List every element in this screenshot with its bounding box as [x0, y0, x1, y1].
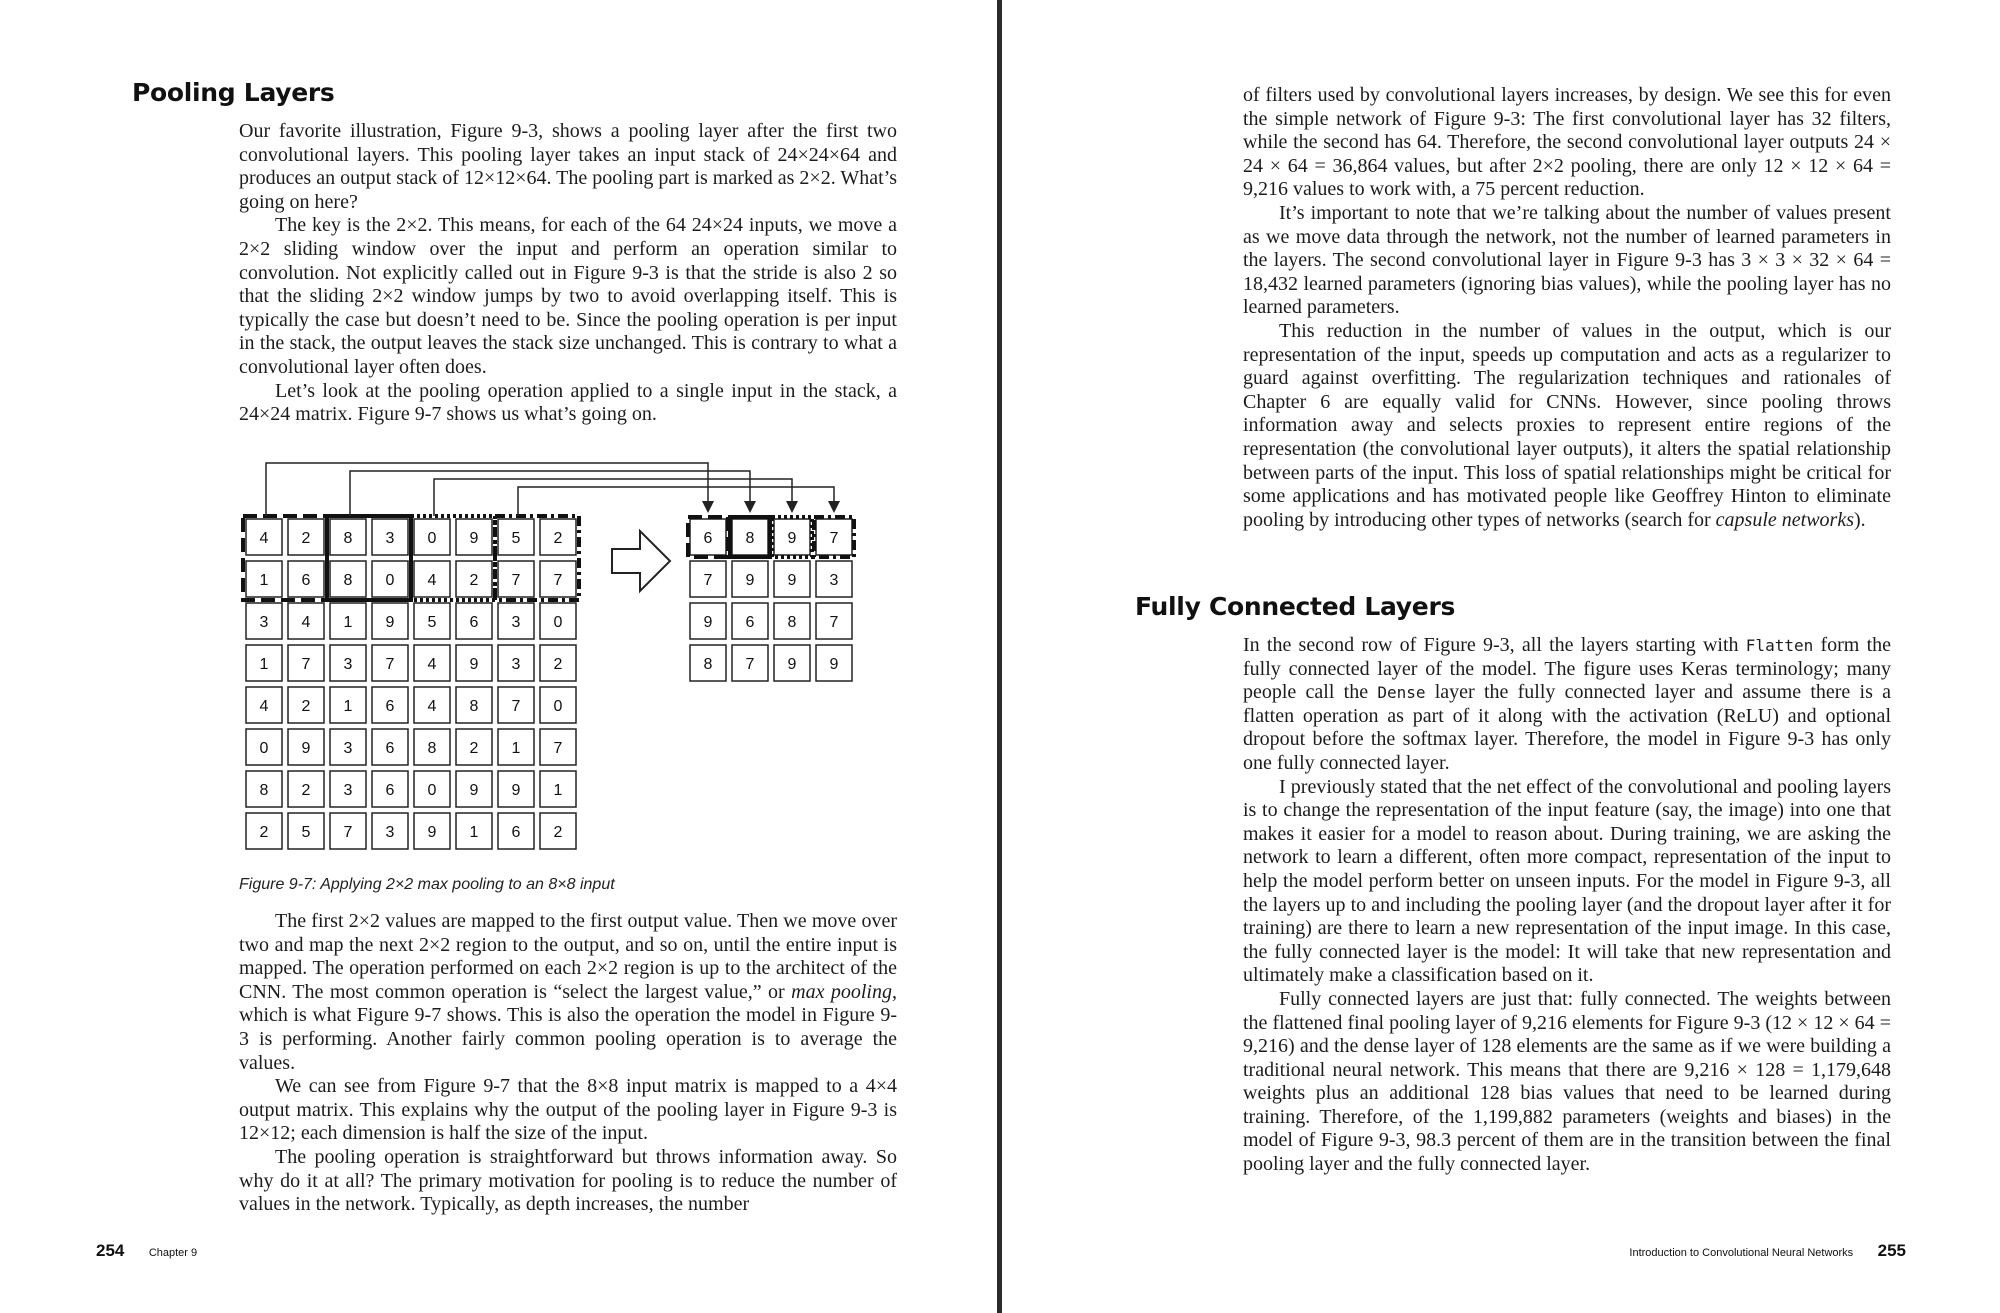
output-cell-value: 7: [829, 530, 839, 547]
pooling-window-solid: [327, 516, 411, 600]
output-cell-value: 9: [787, 530, 797, 547]
arrowhead-icon: [702, 501, 714, 513]
input-cell-value: 7: [553, 740, 563, 757]
input-cell-value: 6: [385, 698, 395, 715]
input-cell-value: 8: [343, 530, 353, 547]
arrowhead-icon: [744, 501, 756, 513]
input-cell-value: 7: [301, 656, 311, 673]
input-cell-value: 3: [511, 656, 521, 673]
input-cell-value: 9: [469, 656, 479, 673]
input-cell-value: 2: [259, 824, 269, 841]
input-cell-value: 0: [553, 698, 563, 715]
input-cell-value: 2: [469, 740, 479, 757]
input-cell-value: 0: [385, 572, 395, 589]
input-cell-value: 3: [385, 530, 395, 547]
input-cell-value: 4: [259, 698, 269, 715]
paragraph: We can see from Figure 9-7 that the 8×8 input matrix is mapped to a 4×4 output matrix. This explains why the output of the pooling layer in Figure 9-3 is 12×12; each dimension is half the size of the input.: [239, 1075, 897, 1145]
input-cell-value: 8: [427, 740, 437, 757]
left-body-bottom: [239, 910, 897, 1217]
output-cell-value: 8: [745, 530, 755, 547]
input-cell-value: 1: [343, 614, 353, 631]
running-head: Chapter 9: [148, 1247, 198, 1259]
output-cell-value: 8: [787, 614, 797, 631]
arrowhead-icon: [786, 501, 798, 513]
output-cell-value: 9: [787, 572, 797, 589]
input-cell-value: 6: [469, 614, 479, 631]
output-cell-value: 8: [703, 656, 713, 673]
input-cell-value: 5: [301, 824, 311, 841]
input-cell-value: 1: [553, 782, 563, 799]
input-cell-value: 4: [259, 530, 269, 547]
output-cell-value: 3: [829, 572, 839, 589]
paragraph: The first 2×2 values are mapped to the first output value. Then we move over two and map the next 2×2 region to the output, and so on, until the entire input is mapped. The operation performed on each 2×2 region is up to the architect of the CNN. The most common operation is “select the largest value,” or max pooling, which is what Figure 9-7 shows. This is also the operation the model in Figure 9-3 is performing. Another fairly common pooling operation is to average the values.: [239, 910, 897, 1074]
input-cell-value: 2: [553, 656, 563, 673]
page-number: 255: [1877, 1241, 1906, 1260]
connector-line: [350, 471, 750, 516]
input-cell-value: 2: [301, 782, 311, 799]
page-number: 254: [96, 1241, 125, 1260]
connector-line: [434, 479, 792, 516]
output-cell-value: 9: [703, 614, 713, 631]
emphasis: max pooling: [791, 980, 892, 1003]
output-cell-value: 7: [829, 614, 839, 631]
pooling-window-dashed: [243, 516, 327, 600]
max-pooling-figure: [240, 455, 880, 865]
pooling-window-dash-dot: [495, 516, 579, 600]
output-cell-value: 9: [787, 656, 797, 673]
input-cell-value: 2: [301, 698, 311, 715]
paragraph: The pooling operation is straightforward but throws information away. So why do it at all? The primary motivation for pooling is to reduce the number of values in the network. Typically, as depth increases, the number: [239, 1145, 897, 1216]
input-cell-value: 0: [427, 782, 437, 799]
input-cell-value: 4: [301, 614, 311, 631]
input-cell-value: 3: [511, 614, 521, 631]
input-cell-value: 1: [259, 656, 269, 673]
right-body-top: [1243, 84, 1891, 532]
running-head: Introduction to Convolutional Neural Networks: [1629, 1247, 1854, 1259]
code-flatten: Flatten: [1745, 636, 1814, 655]
right-arrow-icon: [612, 531, 670, 591]
input-cell-value: 4: [427, 698, 437, 715]
input-cell-value: 0: [553, 614, 563, 631]
input-cell-value: 2: [301, 530, 311, 547]
input-cell-value: 0: [259, 740, 269, 757]
input-cell-value: 2: [469, 572, 479, 589]
paragraph: This reduction in the number of values in the output, which is our representation of the input, speeds up computation and acts as a regularizer to guard against overfitting. The regularization techniques and rationales of Chapter 6 are equally valid for CNNs. However, since pooling throws information away and selects proxies to represent entire regions of the representation (the convolutional layer outputs), it alters the spatial relationship between parts of the input. This loss of spatial relationships might be critical for some applications and has motivated people like Geoffrey Hinton to eliminate pooling by introducing other types of networks (search for capsule networks).: [1243, 319, 1891, 531]
emphasis: capsule networks: [1715, 508, 1854, 531]
input-cell-value: 3: [385, 824, 395, 841]
right-page: [1002, 0, 2000, 1313]
left-folio: [96, 1241, 197, 1261]
input-cell-value: 6: [385, 740, 395, 757]
input-cell-value: 3: [343, 740, 353, 757]
input-cell-value: 1: [511, 740, 521, 757]
input-cell-value: 9: [301, 740, 311, 757]
input-cell-value: 1: [259, 572, 269, 589]
paragraph: Our favorite illustration, Figure 9-3, shows a pooling layer after the first two convolutional layers. This pooling layer takes an input stack of 24×24×64 and produces an output stack of 12×12×64. The pooling part is marked as 2×2. What’s going on here?: [239, 120, 897, 213]
figure-caption: Figure 9-7: Applying 2×2 max pooling to an 8×8 input: [239, 876, 615, 893]
input-cell-value: 7: [343, 824, 353, 841]
input-cell-value: 8: [259, 782, 269, 799]
input-cell-value: 5: [511, 530, 521, 547]
output-cell-value: 6: [745, 614, 755, 631]
input-cell-value: 9: [469, 530, 479, 547]
input-cell-value: 3: [259, 614, 269, 631]
input-cell-value: 6: [301, 572, 311, 589]
input-cell-value: 2: [553, 530, 563, 547]
input-cell-value: 8: [469, 698, 479, 715]
output-cell-value: 9: [829, 656, 839, 673]
input-cell-value: 9: [469, 782, 479, 799]
paragraph: The key is the 2×2. This means, for each of the 64 24×24 inputs, we move a 2×2 sliding window over the input and perform an operation similar to convolution. Not explicitly called out in Figure 9-3 is that the stride is also 2 so that the sliding 2×2 window jumps by two to avoid overlapping itself. This is typically the case but doesn’t need to be. Since the pooling operation is per input in the stack, the output leaves the stack size unchanged. This is contrary to what a convolutional layer often does.: [239, 214, 897, 378]
pooling-window-dotted: [411, 516, 495, 600]
output-cell-value: 7: [703, 572, 713, 589]
input-cell-value: 4: [427, 572, 437, 589]
paragraph: Let’s look at the pooling operation applied to a single input in the stack, a 24×24 matrix. Figure 9-7 shows us what’s going on.: [239, 379, 897, 426]
right-body-bottom: [1243, 634, 1891, 1177]
input-cell-value: 6: [385, 782, 395, 799]
left-body-top: [239, 120, 897, 427]
right-folio: [1629, 1241, 1906, 1261]
input-cell-value: 3: [343, 782, 353, 799]
paragraph: In the second row of Figure 9-3, all the layers starting with Flatten form the fully connected layer of the model. The figure uses Keras terminology; many people call the Dense layer the fully connected layer and assume there is a flatten operation as part of it along with the activation (ReLU) and optional dropout before the softmax layer. Therefore, the model in Figure 9-3 has only one fully connected layer.: [1243, 634, 1892, 774]
section-heading-pooling-layers: Pooling Layers: [132, 78, 335, 107]
input-cell-value: 1: [343, 698, 353, 715]
input-cell-value: 7: [511, 572, 521, 589]
input-cell-value: 9: [511, 782, 521, 799]
input-cell-value: 7: [511, 698, 521, 715]
paragraph: It’s important to note that we’re talking about the number of values present as we move data through the network, not the number of learned parameters in the layers. The second convolutional layer in Figure 9-3 has 3 × 3 × 32 × 64 = 18,432 learned parameters (ignoring bias values), while the pooling layer has no learned parameters.: [1243, 201, 1891, 319]
left-page: [0, 0, 998, 1313]
input-cell-value: 2: [553, 824, 563, 841]
output-cell-value: 7: [745, 656, 755, 673]
input-cell-value: 8: [343, 572, 353, 589]
output-cell-value: 6: [703, 530, 713, 547]
input-cell-value: 5: [427, 614, 437, 631]
section-heading-fully-connected: Fully Connected Layers: [1135, 592, 1456, 621]
input-cell-value: 0: [427, 530, 437, 547]
code-dense: Dense: [1377, 683, 1426, 703]
input-cell-value: 7: [553, 572, 563, 589]
arrowhead-icon: [828, 501, 840, 513]
paragraph: Fully connected layers are just that: fully connected. The weights between the flattened final pooling layer of 9,216 elements for Figure 9-3 (12 × 12 × 64 = 9,216) and the dense layer of 128 elements are the same as if we were building a traditional neural network. This means that there are 9,216 × 128 = 1,179,648 weights plus an additional 128 bias values that need to be learned during training. Therefore, of the 1,199,882 parameters (weights and biases) in the model of Figure 9-3, 98.3 percent of them are in the transition between the final pooling layer and the fully connected layer.: [1243, 987, 1891, 1176]
input-cell-value: 3: [343, 656, 353, 673]
output-cell-value: 9: [745, 572, 755, 589]
input-cell-value: 4: [427, 656, 437, 673]
input-cell-value: 9: [385, 614, 395, 631]
input-cell-value: 1: [469, 824, 479, 841]
input-cell-value: 7: [385, 656, 395, 673]
input-cell-value: 6: [511, 824, 521, 841]
paragraph: of filters used by convolutional layers increases, by design. We see this for even the simple network of Figure 9-3: The first convolutional layer has 32 filters, while the second has 64. Therefore, the second convolutional layer outputs 24 × 24 × 64 = 36,864 values, but after 2×2 pooling, there are only 12 × 12 × 64 = 9,216 values to work with, a 75 percent reduction.: [1243, 84, 1891, 201]
input-cell-value: 9: [427, 824, 437, 841]
paragraph: I previously stated that the net effect of the convolutional and pooling layers is to change the representation of the input feature (say, the image) into one that makes it easier for a model to reason about. During training, we are asking the network to learn a different, often more compact, representation of the input to help the model perform better on unseen inputs. For the model in Figure 9-3, all the layers up to and including the pooling layer (and the dropout layer after it for training) are there to learn a new representation of the input image. In this case, the fully connected layer is the model: It will take that new representation and ultimately make a classification based on it.: [1243, 775, 1891, 987]
